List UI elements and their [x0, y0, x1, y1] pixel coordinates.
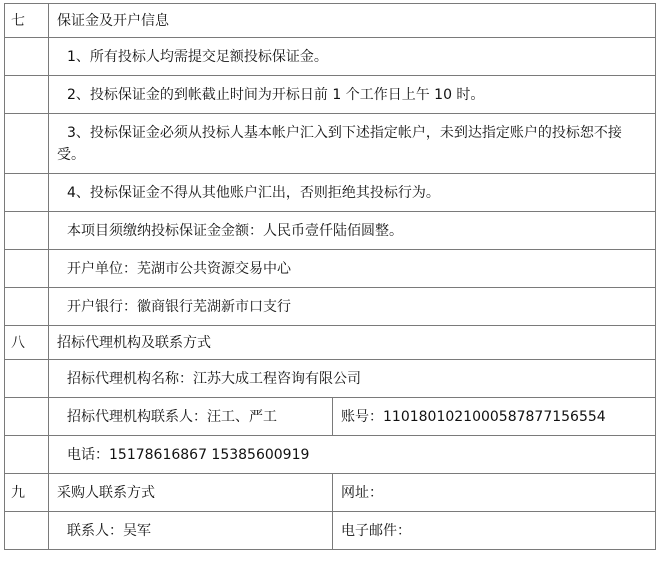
purchaser-contact: 联系人：吴军 — [49, 512, 333, 550]
empty-number-cell — [5, 114, 49, 174]
empty-number-cell — [5, 436, 49, 474]
empty-number-cell — [5, 288, 49, 326]
agency-account: 账号：1101801021000587877156554 — [333, 398, 656, 436]
tender-info-table-wrapper — [4, 3, 656, 550]
section-8-item-row — [5, 436, 656, 474]
agency-contact: 招标代理机构联系人：汪工、严工 — [49, 398, 333, 436]
section-8-item-row — [5, 398, 656, 436]
section-9-item-row — [5, 512, 656, 550]
deposit-amount: 本项目须缴纳投标保证金金额：人民币壹仟陆佰圆整。 — [49, 212, 656, 250]
section-8-item-row — [5, 360, 656, 398]
tender-info-table — [4, 3, 656, 550]
empty-number-cell — [5, 360, 49, 398]
empty-number-cell — [5, 512, 49, 550]
section-9-number: 九 — [5, 474, 49, 512]
purchaser-website: 网址： — [333, 474, 656, 512]
empty-number-cell — [5, 76, 49, 114]
section-7-item-row — [5, 114, 656, 174]
section-7-item-row — [5, 288, 656, 326]
agency-phone: 电话：15178616867 15385600919 — [49, 436, 656, 474]
empty-number-cell — [5, 398, 49, 436]
agency-name: 招标代理机构名称：江苏大成工程咨询有限公司 — [49, 360, 656, 398]
empty-number-cell — [5, 174, 49, 212]
section-7-header-row — [5, 4, 656, 38]
section-8-number: 八 — [5, 326, 49, 360]
section-9-title: 采购人联系方式 — [49, 474, 333, 512]
deposit-rule-3: 3、投标保证金必须从投标人基本帐户汇入到下述指定帐户，未到达指定账户的投标恕不接受。 — [49, 114, 656, 174]
section-9-header-row — [5, 474, 656, 512]
section-7-item-row — [5, 212, 656, 250]
deposit-rule-2: 2、投标保证金的到帐截止时间为开标日前 1 个工作日上午 10 时。 — [49, 76, 656, 114]
section-7-number: 七 — [5, 4, 49, 38]
section-8-title: 招标代理机构及联系方式 — [49, 326, 656, 360]
empty-number-cell — [5, 212, 49, 250]
account-holder: 开户单位：芜湖市公共资源交易中心 — [49, 250, 656, 288]
empty-number-cell — [5, 250, 49, 288]
section-7-item-row — [5, 38, 656, 76]
section-7-item-row — [5, 76, 656, 114]
empty-number-cell — [5, 38, 49, 76]
section-8-header-row — [5, 326, 656, 360]
account-bank: 开户银行：徽商银行芜湖新市口支行 — [49, 288, 656, 326]
deposit-rule-1: 1、所有投标人均需提交足额投标保证金。 — [49, 38, 656, 76]
deposit-rule-4: 4、投标保证金不得从其他账户汇出，否则拒绝其投标行为。 — [49, 174, 656, 212]
purchaser-email: 电子邮件： — [333, 512, 656, 550]
section-7-item-row — [5, 174, 656, 212]
section-7-item-row — [5, 250, 656, 288]
section-7-title: 保证金及开户信息 — [49, 4, 656, 38]
